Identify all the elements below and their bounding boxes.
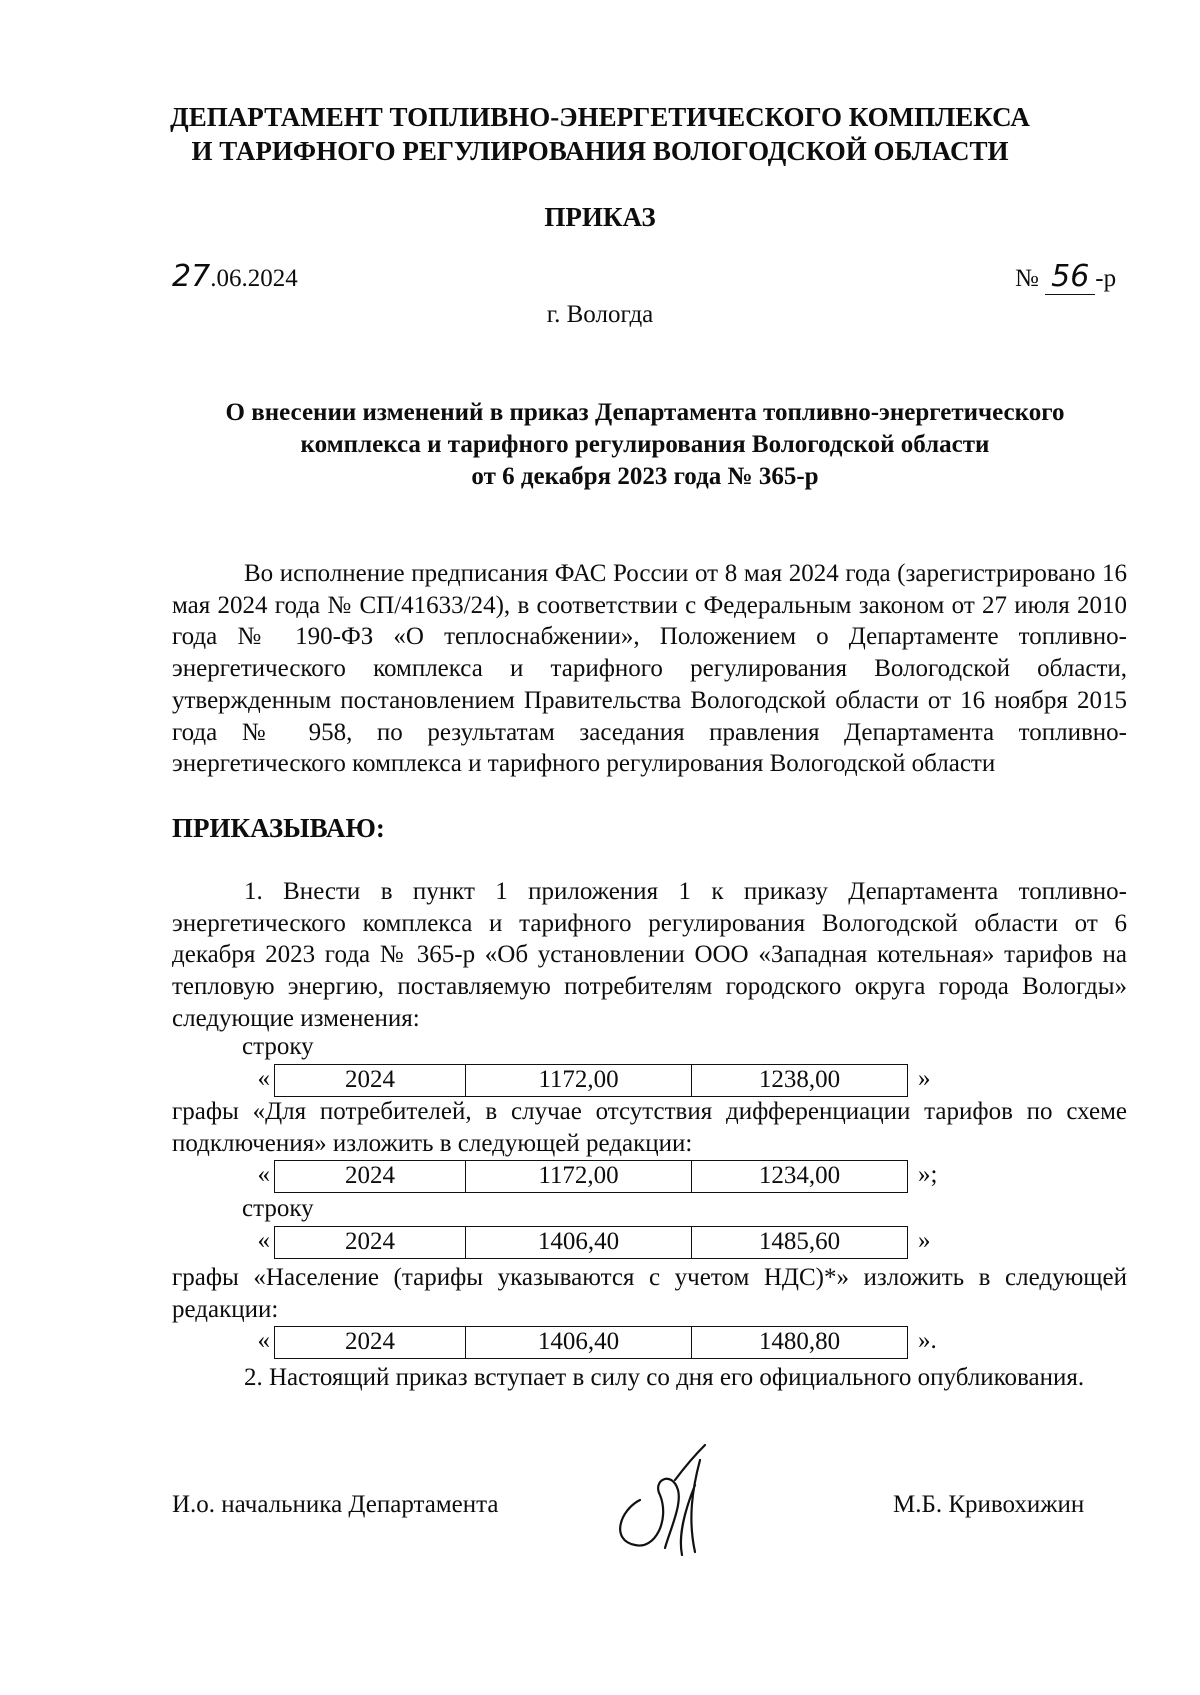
cell-value-2: 1480,80 <box>691 1326 908 1359</box>
line-word-2: строку <box>242 1195 314 1222</box>
date-day-handwritten: 27 <box>172 259 211 294</box>
department-name-line2: И ТАРИФНОГО РЕГУЛИРОВАНИЯ ВОЛОГОДСКОЙ ОБЛАСТИ <box>191 136 1009 166</box>
cell-value-1: 1172,00 <box>465 1064 691 1097</box>
number-suffix: -р <box>1095 265 1117 292</box>
cell-value-2: 1234,00 <box>691 1160 908 1193</box>
cell-value-1: 1172,00 <box>465 1160 691 1193</box>
graph-2-text: графы «Население (тарифы указываются с учетом НДС)*» изложить в следующей редакции: <box>172 1264 1127 1323</box>
close-quote: » <box>918 1227 931 1254</box>
table-row <box>250 1064 931 1097</box>
preamble <box>172 558 1127 780</box>
document-type: ПРИКАЗ <box>544 202 656 232</box>
line-word-1: строку <box>242 1033 314 1060</box>
order-date <box>172 259 298 294</box>
open-quote: « <box>257 1327 270 1354</box>
cell-year: 2024 <box>274 1226 465 1259</box>
close-quote: »; <box>918 1161 938 1188</box>
order-word: ПРИКАЗЫВАЮ: <box>172 813 385 843</box>
cell-value-2: 1485,60 <box>691 1226 908 1259</box>
graph-1 <box>172 1096 1127 1159</box>
title-line1: О внесении изменений в приказ Департамента топливно-энергетического <box>225 399 1065 426</box>
signatory-position: И.о. начальника Департамента <box>172 1491 499 1518</box>
handwritten-signature <box>600 1440 750 1560</box>
item-1-text: 1. Внести в пункт 1 приложения 1 к приказу Департамента топливно-энергетического комплекса и тарифного регулирования Вологодской области от 6 декабря 2023 года № 365-р «Об установлении ООО «Западная котельная» тарифов на тепловую энергию, поставляемую потребителям городского округа города Вологды» следующие изменения: <box>172 878 1127 1032</box>
cell-value-1: 1406,40 <box>465 1326 691 1359</box>
open-quote: « <box>257 1227 270 1254</box>
item-1 <box>172 876 1127 1035</box>
number-prefix: № <box>1015 265 1039 292</box>
preamble-text: Во исполнение предписания ФАС России от 8 мая 2024 года (зарегистрировано 16 мая 2024 года № СП/41633/24), в соответствии с Федеральным законом от 27 июля 2010 года № 190-ФЗ «О теплоснабжении», Положением о Департаменте топливно-энергетического комплекса и тарифного регулирования Вологодской области, утвержденным постановлением Правительства Вологодской области от 16 ноября 2015 года № 958, по результатам заседания правления Департамента топливно-энергетического комплекса и тарифного регулирования Вологодской области <box>172 560 1127 778</box>
order-number <box>1015 259 1117 294</box>
cell-year: 2024 <box>274 1326 465 1359</box>
item-2-text: 2. Настоящий приказ вступает в силу со дня его официального опубликования. <box>244 1364 1085 1391</box>
close-quote: ». <box>918 1327 937 1354</box>
signatory-name: М.Б. Кривохижин <box>893 1491 1085 1518</box>
graph-2 <box>172 1262 1127 1325</box>
title-line3: от 6 декабря 2023 года № 365-р <box>471 463 819 490</box>
cell-year: 2024 <box>274 1064 465 1097</box>
open-quote: « <box>257 1065 270 1092</box>
cell-value-2: 1238,00 <box>691 1064 908 1097</box>
department-name-line1: ДЕПАРТАМЕНТ ТОПЛИВНО-ЭНЕРГЕТИЧЕСКОГО КОМПЛЕКСА <box>170 102 1030 132</box>
table-row <box>250 1226 931 1259</box>
city: г. Вологда <box>546 301 654 328</box>
cell-year: 2024 <box>274 1160 465 1193</box>
title-line2: комплекса и тарифного регулирования Вологодской области <box>300 431 990 458</box>
cell-value-1: 1406,40 <box>465 1226 691 1259</box>
number-handwritten: 56 <box>1045 259 1095 295</box>
table-row <box>250 1326 937 1359</box>
close-quote: » <box>918 1065 931 1092</box>
item-2 <box>172 1362 1127 1394</box>
date-rest: .06.2024 <box>210 265 298 292</box>
graph-1-text: графы «Для потребителей, в случае отсутствия дифференциации тарифов по схеме подключения» изложить в следующей редакции: <box>172 1098 1127 1157</box>
open-quote: « <box>257 1161 270 1188</box>
table-row <box>250 1160 937 1193</box>
